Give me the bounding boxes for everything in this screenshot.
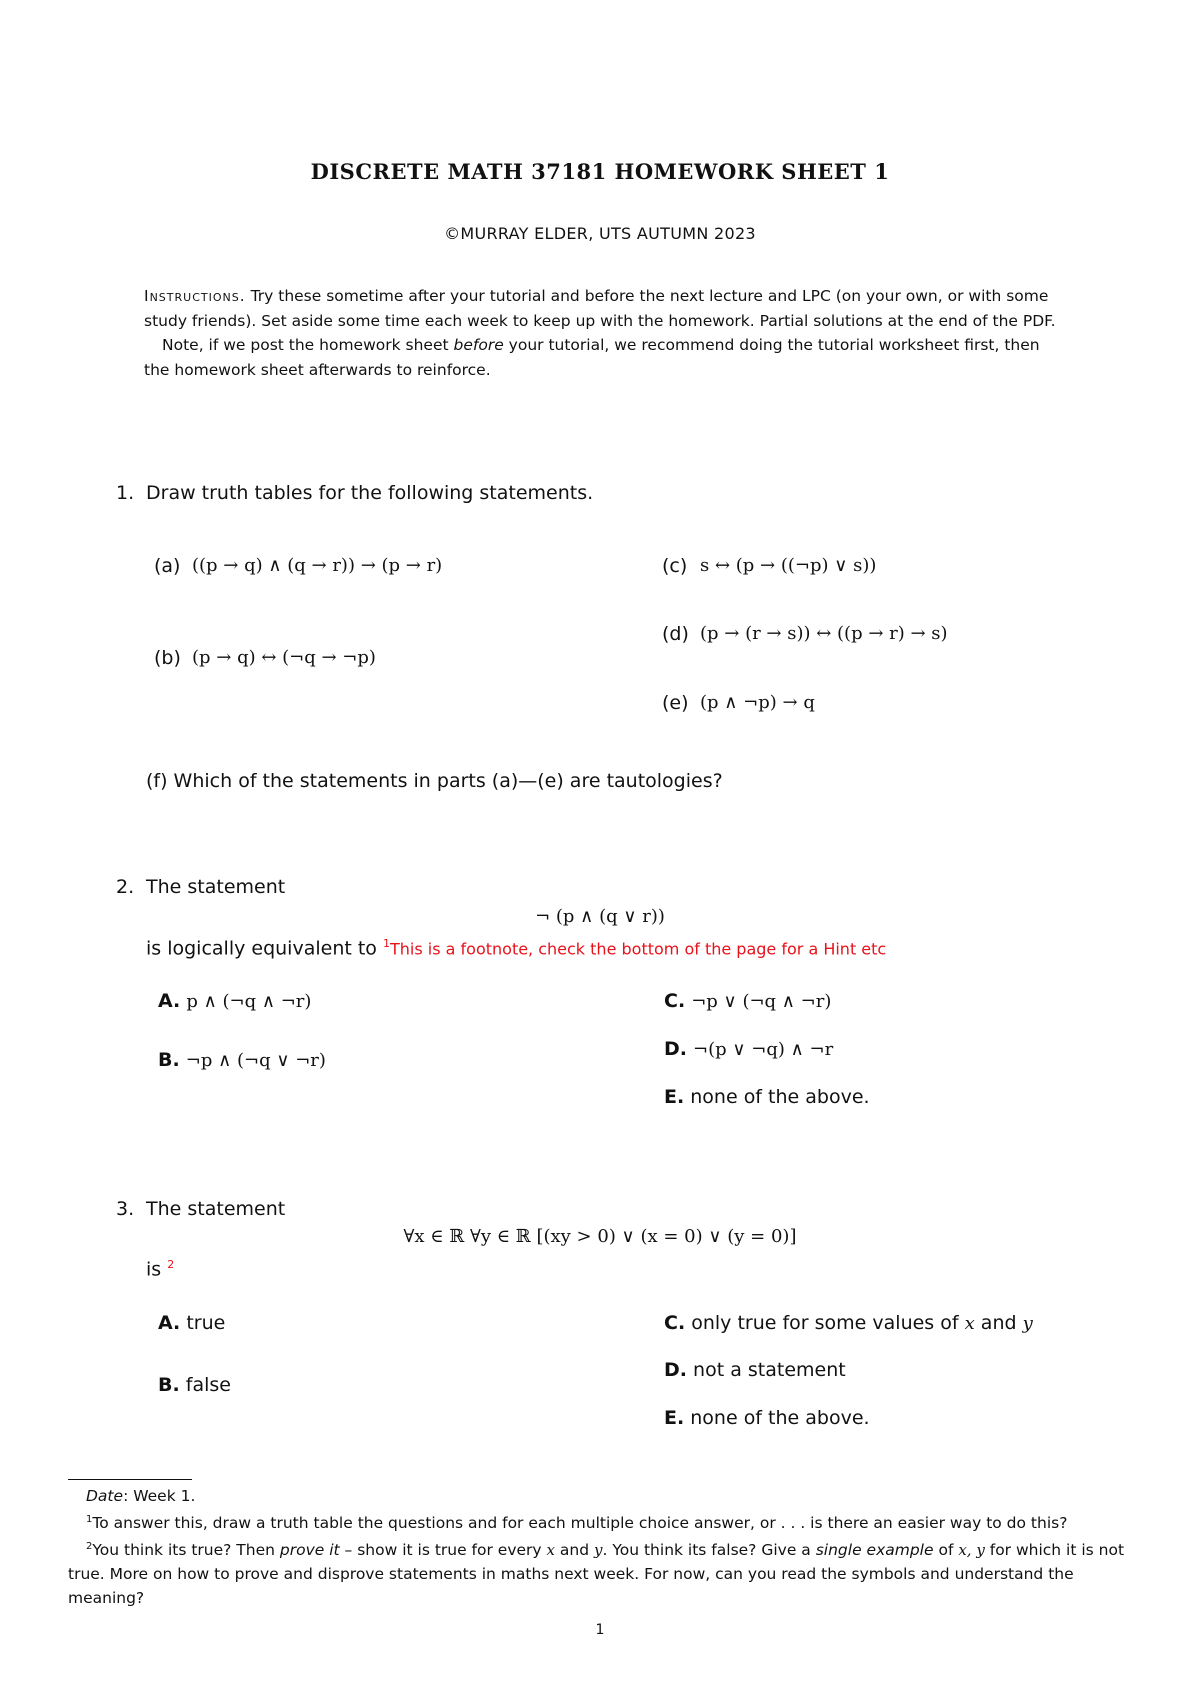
q3-option-b-text: false [185, 1374, 231, 1396]
q3-option-c [664, 1312, 1033, 1334]
q2-inline-note: This is a footnote, check the bottom of the page for a Hint etc [389, 939, 887, 959]
q2-option-b-label: B. [158, 1049, 180, 1071]
q3-option-d [664, 1359, 846, 1381]
q2-number: 2. [116, 876, 135, 898]
footnote-2-mark: 2 [86, 1541, 93, 1553]
q2-option-e-text: none of the above. [690, 1086, 870, 1108]
q3-option-b-label: B. [158, 1374, 180, 1396]
q1a-label: (a) [154, 555, 181, 577]
q2-option-d-text: ¬(p ∨ ¬q) ∧ ¬r [693, 1039, 834, 1060]
footnote-2-xy: x, y [958, 1541, 985, 1560]
q2-option-e [664, 1086, 870, 1108]
q2-option-a-text: p ∧ (¬q ∧ ¬r) [186, 991, 312, 1012]
q1-number: 1. [116, 482, 135, 504]
footnote-2-y: y [594, 1541, 603, 1560]
instructions [144, 284, 1064, 382]
q2-option-d-label: D. [664, 1038, 687, 1060]
note-text-b: your tutorial, we recommend doing the tutorial worksheet first, then the homework sheet afterwards to reinforce. [144, 336, 1040, 379]
q3-option-c-y: y [1022, 1313, 1033, 1334]
footnote-2-text-c: and [554, 1541, 594, 1560]
q2-option-c [664, 990, 831, 1012]
instructions-para-2 [144, 333, 1064, 382]
footnote-2-emphasis-2: single example [815, 1541, 934, 1560]
q2-equiv: is logically equivalent to [146, 937, 377, 960]
q3-option-b [158, 1374, 231, 1396]
q2-formula: ¬ (p ∧ (q ∨ r)) [535, 906, 665, 927]
q3-option-d-text: not a statement [693, 1359, 846, 1381]
footnote-2-text-a: You think its true? Then [92, 1541, 280, 1560]
q3-number: 3. [116, 1198, 135, 1220]
q3-option-a-text: true [186, 1312, 226, 1334]
footnote-2-text-b: – show it is true for every [339, 1541, 547, 1560]
q1e-expr: (p ∧ ¬p) → q [700, 692, 815, 713]
q1e-label: (e) [662, 692, 689, 714]
page-number: 1 [595, 1622, 605, 1638]
q3-is: is [146, 1258, 162, 1281]
footnote-2-emphasis-1: prove it [279, 1541, 340, 1560]
q3-is-line [146, 1258, 174, 1280]
q1d-expr: (p → (r → s)) ↔ ((p → r) → s) [700, 623, 948, 644]
q2-option-a [158, 990, 311, 1012]
footnote-1 [68, 1508, 1138, 1535]
q2-option-c-label: C. [664, 990, 686, 1012]
date-label: Date [86, 1487, 124, 1505]
q3-option-e-text: none of the above. [690, 1407, 870, 1429]
date-text: : Week 1. [123, 1487, 196, 1505]
q1d-label: (d) [662, 623, 689, 645]
q1b-expr: (p → q) ↔ (¬q → ¬p) [192, 647, 376, 668]
q3-option-e-label: E. [664, 1407, 685, 1429]
q3-option-a-label: A. [158, 1312, 181, 1334]
q2-option-b-text: ¬p ∧ (¬q ∨ ¬r) [185, 1050, 326, 1071]
note-text-a: Note, if we post the homework sheet [162, 336, 454, 354]
q1a-expr: ((p → q) ∧ (q → r)) → (p → r) [192, 555, 443, 576]
footnote-mark-2: 2 [167, 1258, 175, 1271]
q3-option-a [158, 1312, 225, 1334]
q3-option-d-label: D. [664, 1359, 687, 1381]
q3-option-c-text: only true for some values of [691, 1312, 965, 1334]
page-title: DISCRETE MATH 37181 HOMEWORK SHEET 1 [310, 159, 890, 184]
footnote-2 [68, 1535, 1138, 1610]
q2-equiv-text [146, 937, 886, 959]
q1f-text: (f) Which of the statements in parts (a)—(e) are tautologies? [146, 770, 723, 792]
footnotes [68, 1484, 1138, 1610]
date-footnote [68, 1484, 1138, 1508]
q1b-label: (b) [154, 647, 181, 669]
q2-option-b [158, 1049, 326, 1071]
footnote-1-text: To answer this, draw a truth table the questions and for each multiple choice answer, or . . . is there an easier way to do this? [92, 1514, 1068, 1533]
q1c-expr: s ↔ (p → ((¬p) ∨ s)) [700, 555, 877, 576]
q2-option-a-label: A. [158, 990, 181, 1012]
q3-text: The statement [146, 1198, 286, 1220]
footnote-rule [68, 1479, 192, 1480]
note-emphasis: before [453, 336, 504, 354]
instructions-text: Try these sometime after your tutorial and before the next lecture and LPC (on your own, or with some study friends). Set aside some time each week to keep up with the homework. Partial solutions at the end of the PDF. [144, 287, 1056, 330]
q3-option-e [664, 1407, 870, 1429]
instructions-para-1 [144, 284, 1064, 333]
footnote-2-text-e: of [933, 1541, 959, 1560]
footnote-2-text-f: for which it is not true. More on how to prove and disprove statements in maths next week. For now, can you read the symbols and understand the meaning? [68, 1541, 1125, 1608]
footnote-mark-1: 1 [382, 937, 390, 950]
q3-option-c-and: and [974, 1312, 1023, 1334]
q1-text: Draw truth tables for the following statements. [146, 482, 594, 504]
q2-option-e-label: E. [664, 1086, 685, 1108]
instructions-label: Instructions. [144, 287, 246, 305]
footnote-1-mark: 1 [86, 1514, 93, 1525]
q3-option-c-x: x [964, 1313, 975, 1334]
q3-option-c-label: C. [664, 1312, 686, 1334]
author-line: ©MURRAY ELDER, UTS AUTUMN 2023 [444, 224, 756, 243]
footnote-2-x: x [546, 1541, 555, 1560]
q2-option-c-text: ¬p ∨ (¬q ∧ ¬r) [691, 991, 832, 1012]
q2-option-d [664, 1038, 833, 1060]
footnote-2-text-d: . You think its false? Give a [602, 1541, 816, 1560]
q3-formula: ∀x ∈ ℝ ∀y ∈ ℝ [(xy > 0) ∨ (x = 0) ∨ (y = 0)] [403, 1226, 797, 1247]
q1c-label: (c) [662, 555, 688, 577]
q2-text: The statement [146, 876, 286, 898]
